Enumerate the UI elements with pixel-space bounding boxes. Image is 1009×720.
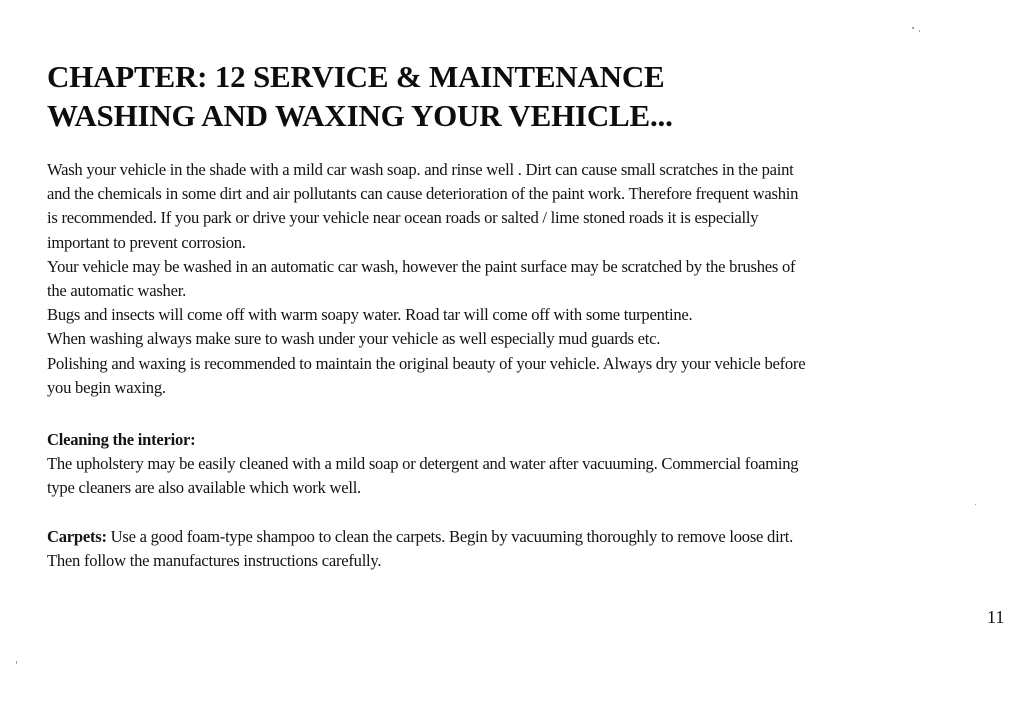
scan-speck (919, 30, 920, 32)
body-line: you begin waxing. (47, 377, 166, 397)
body-line: Bugs and insects will come off with warm soapy water. Road tar will come off with some turpentine. (47, 305, 693, 325)
body-line: important to prevent corrosion. (47, 232, 246, 252)
body-line: The upholstery may be easily cleaned with a mild soap or detergent and water after vacuuming. Commercial foaming (47, 454, 799, 474)
body-line: Then follow the manufactures instructions carefully. (47, 551, 382, 571)
carpets-section (47, 525, 1007, 573)
scan-speck (912, 27, 914, 29)
carpets-label: Carpets: (47, 527, 107, 546)
body-line: and the chemicals in some dirt and air pollutants can cause deterioration of the paint work. Therefore frequent washin (47, 184, 799, 204)
cleaning-interior-section (47, 428, 1007, 501)
cleaning-interior-title: Cleaning the interior: (47, 430, 196, 449)
scan-speck (975, 504, 976, 505)
page-number: 11 (987, 607, 1005, 627)
body-line: type cleaners are also available which work well. (47, 478, 361, 498)
chapter-heading: CHAPTER: 12 SERVICE & MAINTENANCE (47, 59, 665, 94)
body-line: the automatic washer. (47, 281, 186, 301)
scan-speck (16, 661, 17, 664)
carpets-text: Use a good foam-type shampoo to clean the carpets. Begin by vacuuming thoroughly to remove loose dirt. (106, 527, 793, 546)
body-line: is recommended. If you park or drive your vehicle near ocean roads or salted / lime stoned roads it is especially (47, 208, 759, 228)
body-line: Your vehicle may be washed in an automatic car wash, however the paint surface may be scratched by the brushes of (47, 256, 796, 276)
body-line: Wash your vehicle in the shade with a mild car wash soap. and rinse well . Dirt can cause small scratches in the paint (47, 160, 794, 179)
body-line: When washing always make sure to wash under your vehicle as well especially mud guards etc. (47, 329, 661, 349)
body-line: Polishing and waxing is recommended to maintain the original beauty of your vehicle. Always dry your vehicle before (47, 353, 806, 373)
section-heading: WASHING AND WAXING YOUR VEHICLE... (47, 98, 673, 133)
carpets-line (47, 525, 1007, 549)
washing-instructions (47, 158, 1007, 400)
